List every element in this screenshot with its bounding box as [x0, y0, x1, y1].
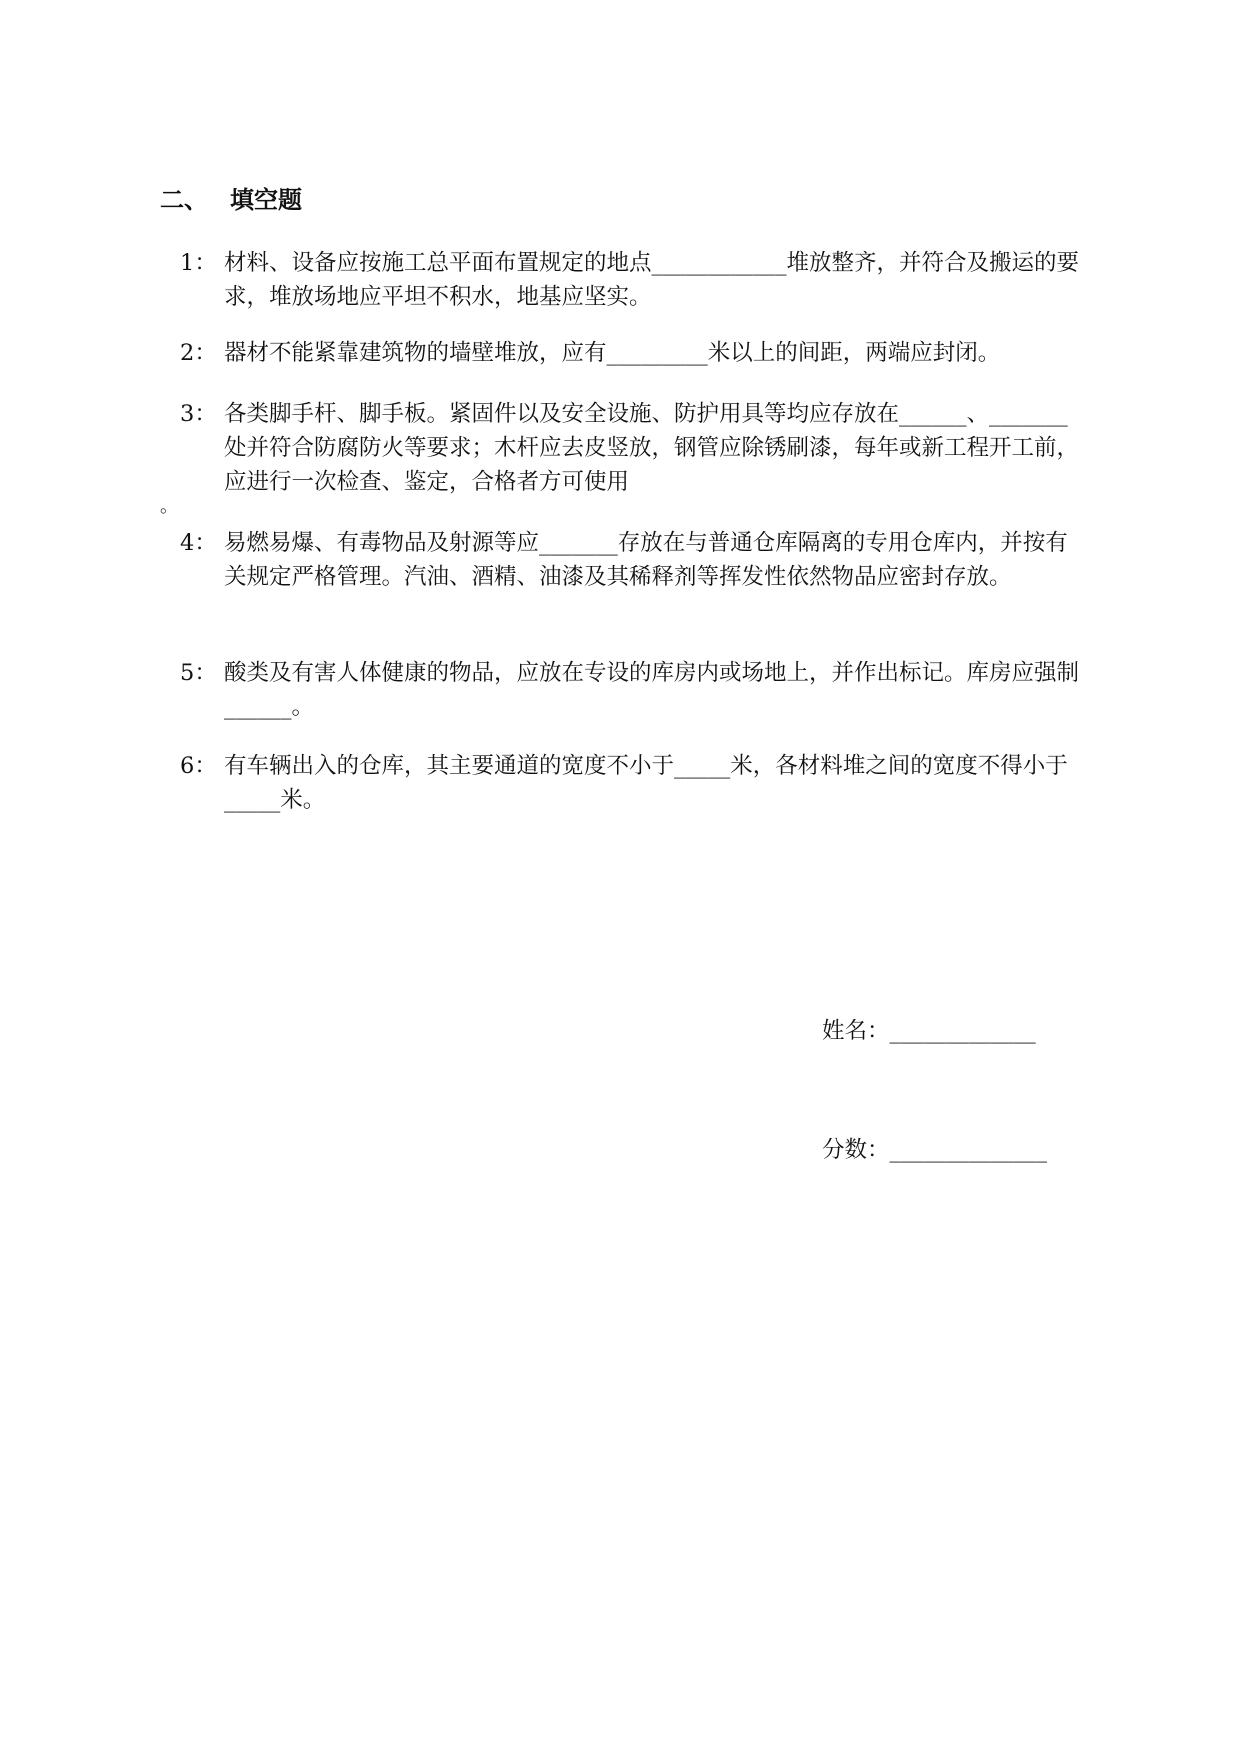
question-1 [180, 246, 1085, 314]
question-text: 酸类及有害人体健康的物品，应放在专设的库房内或场地上，并作出标记。库房应强制______。 [224, 660, 1080, 720]
section-number: 二、 [160, 185, 208, 214]
stray-punctuation: 。 [160, 496, 178, 517]
score-blank: ______________ [889, 1137, 1048, 1163]
question-6 [180, 749, 1085, 817]
question-text: 易燃易爆、有毒物品及射源等应_______存放在与普通仓库隔离的专用仓库内，并按有关规定严格管理。汽油、酒精、油漆及其稀释剂等挥发性依然物品应密封存放。 [224, 530, 1068, 590]
score-label: 分数： [822, 1137, 890, 1163]
name-field [822, 1014, 1036, 1048]
score-field [822, 1133, 1047, 1167]
question-2 [180, 336, 1085, 370]
question-text: 材料、设备应按施工总平面布置规定的地点____________堆放整齐，并符合及搬运的要求，堆放场地应平坦不积水，地基应坚实。 [224, 250, 1080, 310]
question-text: 器材不能紧靠建筑物的墙壁堆放，应有_________米以上的间距，两端应封闭。 [224, 340, 1001, 366]
name-label: 姓名： [822, 1018, 890, 1044]
question-number: 5： [180, 660, 217, 686]
question-text: 各类脚手杆、脚手板。紧固件以及安全设施、防护用具等均应存放在______、_______处并符合防腐防火等要求；木杆应去皮竖放，钢管应除锈刷漆，每年或新工程开工前，应进行一次检查、鉴定，合格者方可使用 [224, 401, 1080, 495]
question-number: 3： [180, 401, 217, 427]
question-4 [180, 526, 1085, 594]
name-blank: _____________ [889, 1018, 1036, 1044]
question-5 [180, 656, 1085, 724]
section-heading [160, 180, 302, 215]
question-number: 1： [180, 250, 217, 276]
question-number: 6： [180, 753, 217, 779]
question-text: 有车辆出入的仓库，其主要通道的宽度不小于_____米，各材料堆之间的宽度不得小于_____米。 [224, 753, 1068, 813]
question-3 [180, 397, 1085, 499]
question-number: 4： [180, 530, 217, 556]
section-title: 填空题 [230, 185, 302, 214]
question-number: 2： [180, 340, 217, 366]
